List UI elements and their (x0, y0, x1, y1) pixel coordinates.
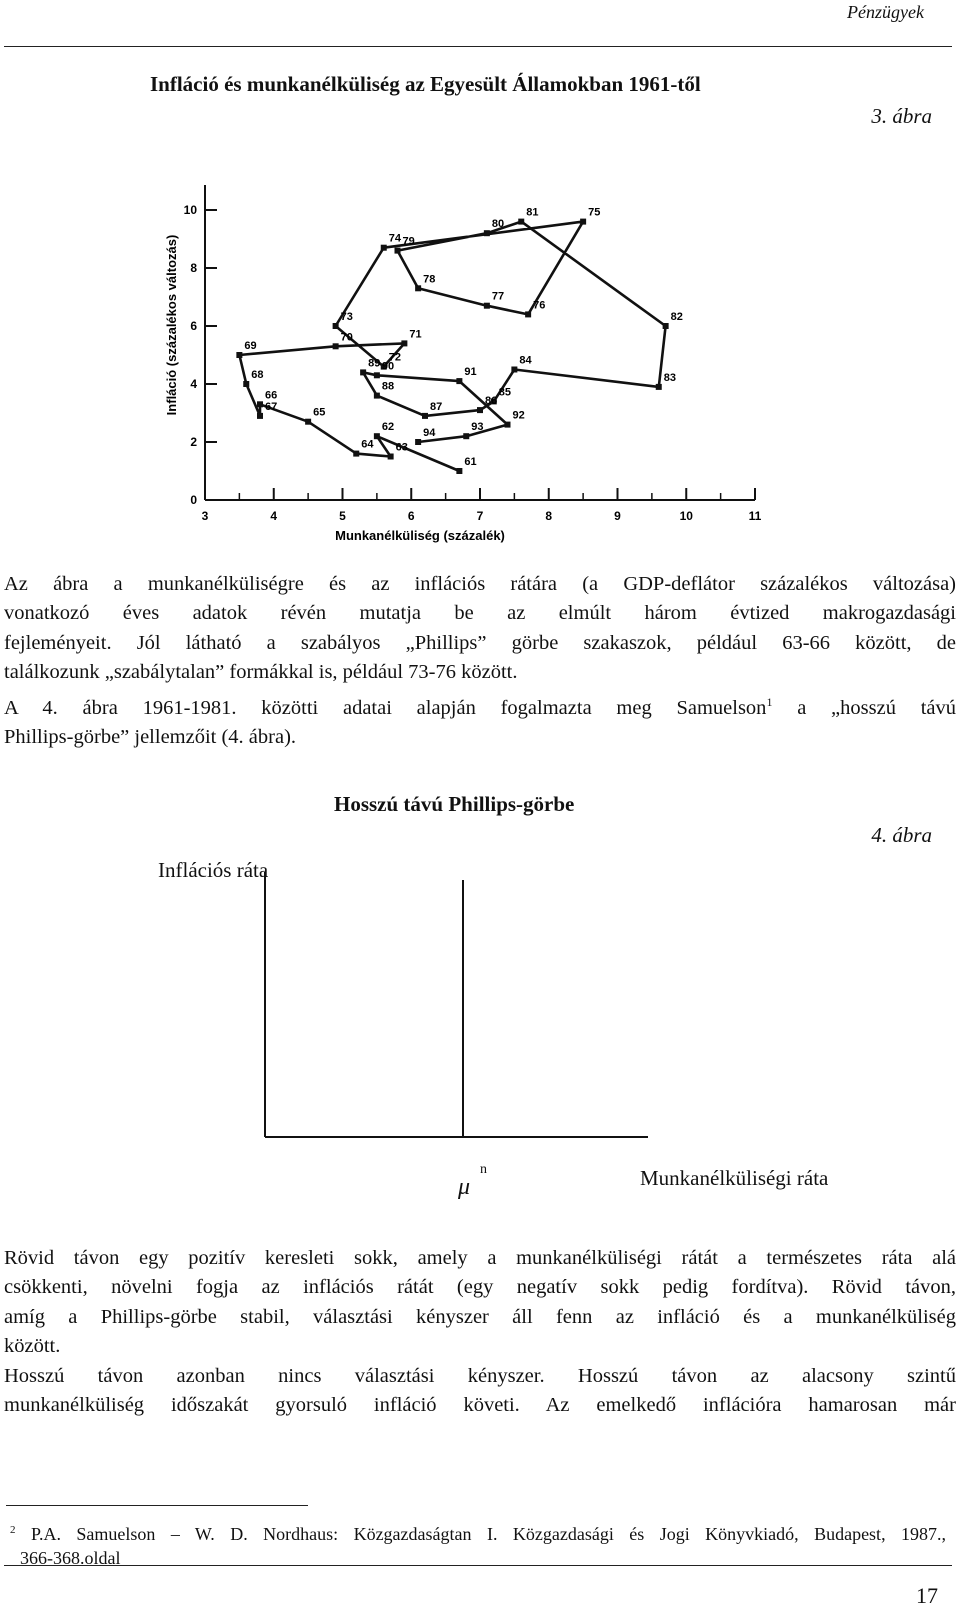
figure3-chart (160, 180, 780, 550)
figure3-point-label-66: 66 (265, 389, 278, 402)
figure3-point-93 (463, 433, 469, 439)
figure3-point-label-90: 90 (381, 360, 395, 373)
figure3-point-label-63: 63 (395, 441, 408, 454)
figure3-y-tick-label: 10 (183, 203, 197, 217)
figure3-point-label-67: 67 (265, 400, 278, 413)
figure3-point-62 (374, 433, 380, 439)
figure3-point-label-69: 69 (244, 340, 257, 352)
footnote (10, 1518, 946, 1570)
figure3-point-label-83: 83 (663, 371, 676, 384)
para2-line: amíg a Phillips-görbe stabil, választási kényszer áll fenn az infláció és a munkanélküliség (4, 1305, 956, 1328)
para2-line: között. (4, 1335, 61, 1358)
header-rule (4, 46, 952, 47)
figure3-xlabel: Munkanélküliség (százalék) (335, 528, 505, 543)
figure3-point-63 (388, 454, 394, 460)
figure3-point-label-62: 62 (381, 421, 395, 434)
paragraph-2 (4, 1244, 956, 1420)
figure3-x-tick-label: 6 (407, 509, 415, 523)
figure3-point-label-86: 86 (485, 395, 498, 408)
figure3-point-label-61: 61 (464, 456, 477, 468)
figure3-x-tick-label: 11 (748, 509, 762, 523)
para1-line: Phillips-görbe” jellemzőit (4. ábra). (4, 725, 297, 748)
figure3-x-tick-label: 3 (201, 509, 209, 523)
figure3-x-tick-label: 10 (679, 509, 693, 523)
para1-line-ref (4, 688, 956, 723)
figure3-x-tick-label: 5 (339, 509, 346, 523)
para1-line: Az ábra a munkanélküliségre és az inflációs rátára (a GDP-deflátor százalékos változása) (4, 573, 956, 595)
figure3-point-label-73: 73 (340, 311, 353, 323)
figure3-marks (236, 207, 683, 474)
figure3-point-label-68: 68 (251, 369, 264, 381)
figure3-point-78 (415, 285, 421, 291)
figure4-xlabel: Munkanélküliségi ráta (640, 1166, 829, 1190)
figure3-point-74 (381, 245, 387, 251)
figure3-y-tick-label: 4 (190, 377, 197, 391)
figure4-ylabel: Inflációs ráta (158, 858, 269, 882)
figure3-point-label-91: 91 (464, 366, 477, 379)
figure3-title: Infláció és munkanélküliség az Egyesült Államokban 1961-től (150, 72, 701, 96)
figure3-point-66 (257, 401, 263, 407)
footnote-ref: 1 (766, 694, 773, 709)
figure3-point-label-84: 84 (519, 354, 532, 367)
figure3-point-67 (257, 413, 263, 419)
figure3-point-87 (422, 413, 428, 419)
figure3-point-90 (374, 372, 380, 378)
figure3-point-81 (518, 219, 524, 225)
figure3-point-label-87: 87 (430, 400, 443, 413)
figure3-point-61 (456, 468, 462, 474)
figure3-x-tick-label: 8 (545, 509, 553, 523)
figure3-x-tick-label: 4 (270, 509, 278, 523)
figure3-y-tick-label: 8 (190, 261, 197, 275)
figure3-point-label-92: 92 (512, 409, 525, 422)
para2-line: munkanélküliség időszakát gyorsuló infláció követi. Az emelkedő inflációra hamarosan már (4, 1394, 956, 1417)
figure3-point-82 (663, 323, 669, 329)
para2-line: csökkenti, növelni fogja az inflációs rátát (egy negatív sokk pedig fordítva). Rövid távon, (4, 1276, 956, 1299)
figure3-point-71 (401, 340, 407, 346)
figure3-point-73 (333, 323, 339, 329)
page-number: 17 (916, 1583, 938, 1608)
figure3-point-label-65: 65 (313, 406, 326, 419)
paragraph-1 (4, 570, 956, 752)
figure3-point-91 (456, 378, 462, 384)
figure3-point-92 (505, 422, 511, 428)
para1-line: találkozunk „szabálytalan” formákkal is, például 73-76 között. (4, 661, 518, 684)
figure3-point-70 (333, 343, 339, 349)
figure3-point-label-85: 85 (498, 386, 511, 399)
para1-text: a „hosszú távú (772, 696, 956, 719)
footnote-rule (6, 1505, 308, 1506)
figure3-ylabel: Infláció (százalékos változás) (164, 234, 179, 416)
figure3-point-84 (511, 367, 517, 373)
figure3-point-69 (236, 352, 242, 358)
natural-rate-superscript: n (480, 1162, 487, 1177)
figure3-point-label-71: 71 (409, 328, 422, 341)
figure3-point-68 (243, 381, 249, 387)
figure3-point-86 (477, 407, 483, 413)
footnote-mark: 2 (10, 1524, 16, 1536)
figure3-point-80 (484, 230, 490, 236)
figure3-point-75 (580, 219, 586, 225)
figure3-point-label-76: 76 (533, 299, 546, 312)
para2-line: Hosszú távon azonban nincs választási kényszer. Hosszú távon az alacsony szintű (4, 1364, 956, 1387)
natural-rate-symbol: μ (458, 1174, 471, 1200)
figure4-title: Hosszú távú Phillips-görbe (334, 792, 575, 816)
figure3-x-tick-label: 7 (476, 509, 484, 523)
figure3-point-88 (374, 393, 380, 399)
figure4-label: 4. ábra (871, 823, 932, 847)
para1-text: A 4. ábra 1961-1981. közötti adatai alapján fogalmazta meg Samuelson (4, 696, 767, 719)
figure3-point-label-94: 94 (423, 427, 436, 439)
figure3-point-76 (525, 311, 531, 317)
figure3-point-label-75: 75 (588, 206, 601, 219)
figure3-point-label-81: 81 (526, 206, 539, 219)
running-header: Pénzügyek (847, 2, 924, 22)
figure3-point-77 (484, 303, 490, 309)
figure3-series (239, 222, 665, 471)
figure3-point-label-74: 74 (388, 232, 401, 245)
figure3-point-65 (305, 419, 311, 425)
figure3-point-label-93: 93 (471, 421, 484, 434)
para1-line: fejleményeit. Jól látható a szabályos „Phillips” görbe szakaszok, például 63-66 között, de (4, 631, 956, 654)
figure3-point-label-80: 80 (491, 218, 505, 231)
figure3-point-label-89: 89 (368, 357, 381, 370)
figure3-x-tick-label: 9 (614, 509, 621, 523)
figure3-point-label-77: 77 (491, 290, 505, 303)
footnote-line: 366-368.oldal (20, 1548, 121, 1568)
figure3-point-83 (656, 384, 662, 390)
figure3-point-89 (360, 369, 366, 375)
figure3-label: 3. ábra (871, 104, 932, 128)
figure3-point-label-72: 72 (388, 351, 401, 364)
para2-line: Rövid távon egy pozitív keresleti sokk, amely a munkanélküliségi rátát a természetes ráta alá (4, 1247, 956, 1269)
figure3-series-line (239, 222, 665, 471)
figure3-point-label-88: 88 (381, 380, 395, 393)
figure3-point-label-64: 64 (361, 438, 374, 451)
figure3-point-label-70: 70 (340, 331, 353, 344)
figure3-y-tick-label: 6 (190, 319, 197, 333)
figure3-point-label-82: 82 (670, 311, 683, 323)
figure3-point-label-79: 79 (402, 235, 415, 248)
footer-rule (4, 1565, 952, 1566)
footnote-text: P.A. Samuelson – W. D. Nordhaus: Közgazdaságtan I. Közgazdasági és Jogi Könyvkiadó, Budapest, 1987., (15, 1524, 946, 1544)
figure3-point-79 (395, 248, 401, 254)
figure3-point-64 (353, 451, 359, 457)
footnote-line (10, 1518, 946, 1546)
figure3-y-tick-label: 2 (190, 435, 197, 449)
figure3-point-label-78: 78 (423, 273, 436, 286)
figure3-point-94 (415, 439, 421, 445)
figure3-y-tick-label: 0 (190, 493, 197, 507)
para1-line: vonatkozó éves adatok révén mutatja be az elmúlt három évtized makrogazdasági (4, 602, 956, 625)
